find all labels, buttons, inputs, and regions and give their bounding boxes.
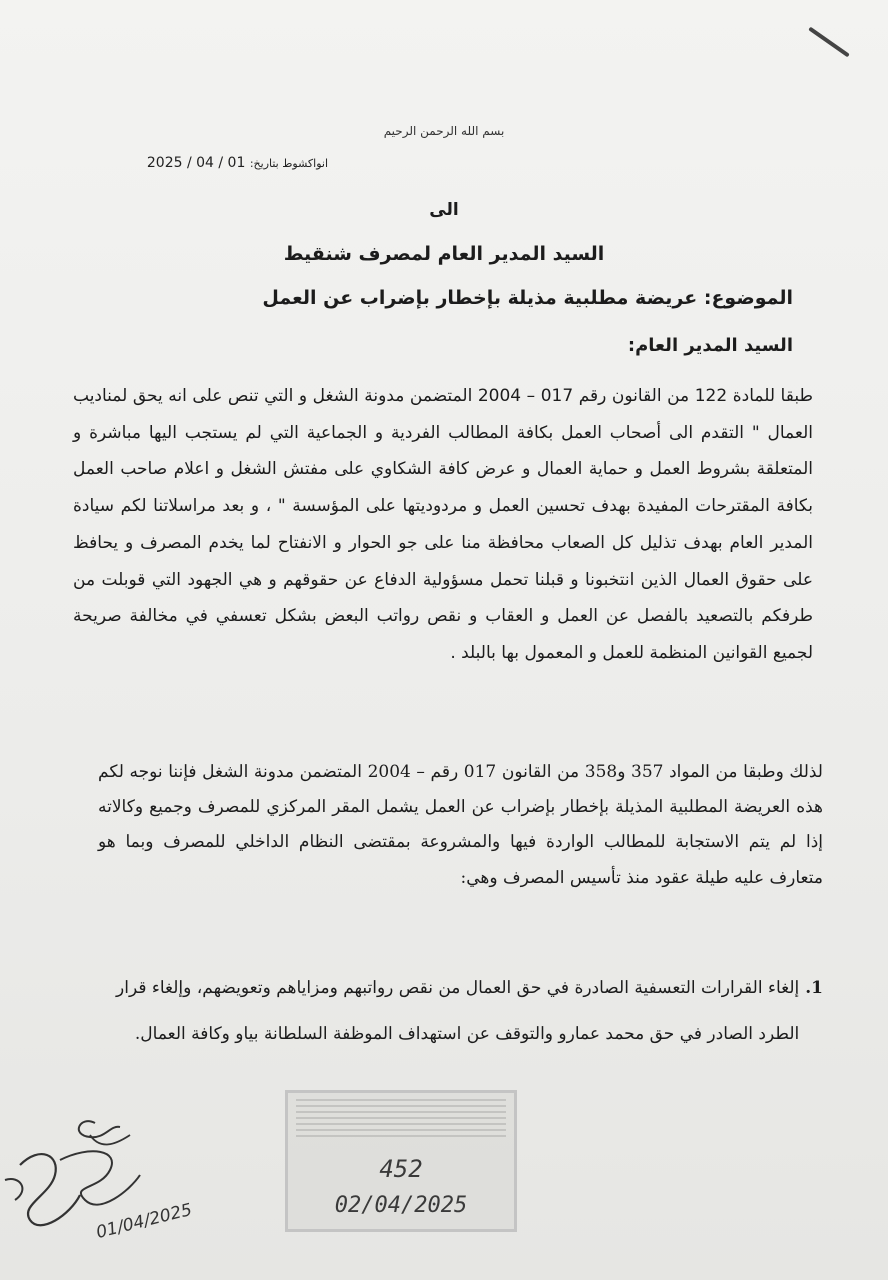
list-item-number: 1. — [805, 978, 823, 998]
basmala: بسم الله الرحمن الرحيم — [383, 124, 505, 138]
addressed-to: الى — [429, 200, 459, 220]
subject-line: الموضوع: عريضة مطلبية مذيلة بإخطار بإضراب عن العمل — [262, 287, 793, 309]
reception-stamp — [285, 1090, 517, 1232]
body-paragraph-2: لذلك وطبقا من المواد 357 و358 من القانون 017 رقم – 2004 المتضمن مدونة الشغل فإننا نوجه لكم هذه العريضة المطلبية المذيلة بإخطار بإضراب عن العمل يشمل المقر المركزي للمصرف وجميع وكالاته إذا لم يتم الاستجابة للمطالب الواردة فيها والمشروعة بمقتضى النظام الداخلي للمصرف وبما هو متعارف عليه طيلة عقود منذ تأسيس المصرف وهي: — [98, 762, 823, 888]
handwritten-signature — [0, 1105, 230, 1245]
recipient: السيد المدير العام لمصرف شنقيط — [283, 243, 605, 265]
stamp-header — [296, 1099, 506, 1137]
signature-date: 01/04/2025 — [94, 1199, 195, 1244]
date-line — [147, 155, 328, 171]
body-paragraph-1: طبقا للمادة 122 من القانون رقم 017 – 2004 المتضمن مدونة الشغل و التي تنص على انه يحق لمناديب العمال " التقدم الى أصحاب العمل بكافة المطالب الفردية و الجماعية التي لم يستجب اليها مباشرة و المتعلقة بشروط العمل و حماية العمال و عرض كافة الشكاوي على مفتش الشغل و اعلام صاحب العمل بكافة المقترحات المفيدة بهدف تحسين العمل و مردوديتها على المؤسسة " ، و بعد مراسلاتنا لكم سيادة المدير العام بهدف تذليل كل الصعاب محافظة منا على جو الحوار و الانفتاح لما يخدم المصرف و يحافظ على حقوق العمال الذين انتخبونا و قبلنا تحمل مسؤولية الدفاع عن حقوقهم و هي الجهود التي قوبلت من طرفكم بالتصعيد بالفصل عن العمل و العقاب و نقص رواتب البعض بشكل تعسفي في مخالفة صريحة لجميع القوانين المنظمة للعمل و المعمول بها بالبلد . — [73, 386, 813, 663]
stamp-number: 452 — [379, 1155, 423, 1183]
stamp-date: 02/04/2025 — [334, 1193, 468, 1218]
list-item-text: إلغاء القرارات التعسفية الصادرة في حق العمال من نقص رواتبهم ومزاياهم وتعويضهم، وإلغاء قرار الطرد الصادر في حق محمد عمارو والتوقف عن استهداف الموظفة السلطانة بياو وكافة العمال. — [116, 978, 800, 1044]
salutation: السيد المدير العام: — [627, 335, 793, 356]
demand-list-item — [98, 965, 823, 1057]
date-value: 2025 / 04 / 01 — [146, 155, 246, 171]
date-label: انواكشوط بتاريخ: — [249, 157, 328, 170]
pen-mark — [808, 27, 850, 58]
